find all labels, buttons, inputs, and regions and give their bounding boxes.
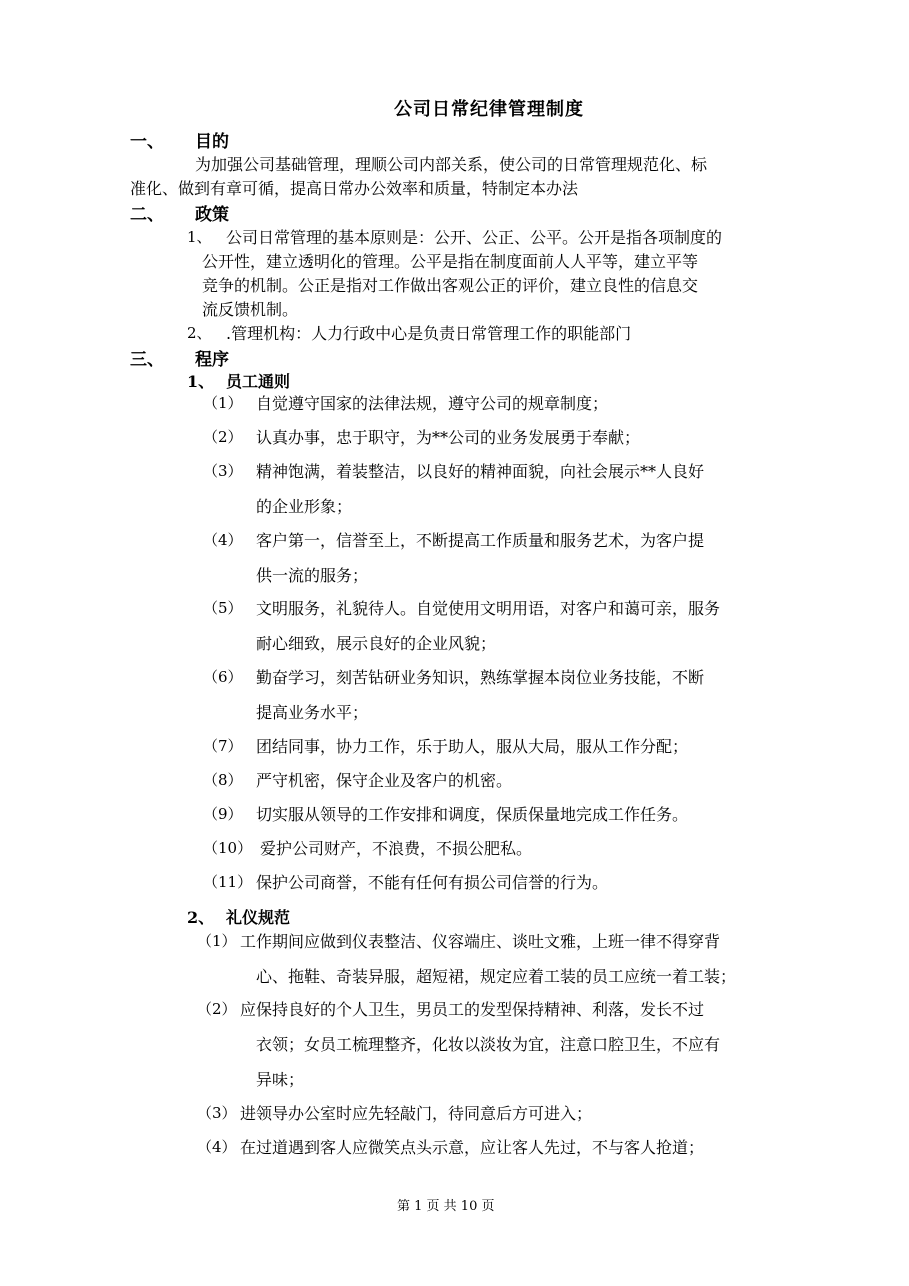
- rule-text: 客户第一，信誉至上，不断提高工作质量和服务艺术，为客户提: [256, 531, 705, 550]
- subsection-1-number: 1、: [187, 372, 215, 391]
- etiquette-number: （2）: [197, 1000, 237, 1018]
- policy-item-2-text: .管理机构：人力行政中心是负责日常管理工作的职能部门: [226, 324, 632, 343]
- policy-item-1-text: 流反馈机制。: [202, 300, 299, 319]
- etiquette-text: 应保持良好的个人卫生，男员工的发型保持精神、利落，发长不过: [240, 1000, 705, 1019]
- rule-number: （11）: [203, 873, 253, 891]
- rule-text: 精神饱满，着装整洁，以良好的精神面貌，向社会展示**人良好: [256, 462, 705, 481]
- etiquette-text: 在过道遇到客人应微笑点头示意，应让客人先过，不与客人抢道；: [240, 1138, 705, 1157]
- etiquette-text: 异味；: [256, 1070, 305, 1089]
- document-title: 公司日常纪律管理制度: [394, 99, 584, 120]
- rule-text: 的企业形象；: [256, 497, 353, 516]
- etiquette-text: 进领导办公室时应先轻敲门，待同意后方可进入；: [240, 1104, 593, 1123]
- rule-text: 切实服从领导的工作安排和调度，保质保量地完成工作任务。: [256, 805, 689, 824]
- rule-number: （7）: [203, 737, 243, 755]
- rule-number: （5）: [203, 599, 243, 617]
- section-1-heading: 目的: [195, 132, 229, 152]
- rule-number: （3）: [203, 462, 243, 480]
- rule-number: （9）: [203, 805, 243, 823]
- rule-text: 耐心细致，展示良好的企业风貌；: [256, 634, 497, 653]
- subsection-1-heading: 员工通则: [226, 372, 291, 391]
- rule-number: （8）: [203, 771, 243, 789]
- rule-text: 勤奋学习，刻苦钻研业务知识，熟练掌握本岗位业务技能，不断: [256, 668, 705, 687]
- rule-text: 供一流的服务；: [256, 566, 369, 585]
- etiquette-number: （4）: [197, 1138, 237, 1156]
- section-1-number: 一、: [130, 132, 164, 152]
- rule-text: 文明服务，礼貌待人。自觉使用文明用语，对客户和蔼可亲，服务: [256, 599, 721, 618]
- rule-number: （6）: [203, 668, 243, 686]
- page-footer: 第 1 页 共 10 页: [397, 1199, 495, 1214]
- rule-text: 团结同事，协力工作，乐于助人，服从大局，服从工作分配；: [256, 737, 689, 756]
- rule-number: （4）: [203, 531, 243, 549]
- subsection-2-number: 2、: [187, 908, 215, 927]
- section-3-heading: 程序: [195, 350, 229, 370]
- section-1-text: 为加强公司基础管理，理顺公司内部关系，使公司的日常管理规范化、标: [195, 155, 708, 174]
- etiquette-text: 衣领；女员工梳理整齐，化妆以淡妆为宜，注意口腔卫生，不应有: [256, 1035, 721, 1054]
- policy-item-1-text: 公开性，建立透明化的管理。公平是指在制度面前人人平等，建立平等: [202, 252, 699, 271]
- etiquette-number: （1）: [197, 932, 237, 950]
- rule-text: 保护公司商誉，不能有任何有损公司信誉的行为。: [256, 873, 609, 892]
- rule-number: （2）: [203, 428, 243, 446]
- etiquette-number: （3）: [197, 1104, 237, 1122]
- rule-number: （1）: [203, 394, 243, 412]
- section-2-number: 二、: [130, 205, 164, 225]
- section-1-text: 准化、做到有章可循，提高日常办公效率和质量，特制定本办法: [130, 179, 579, 198]
- rule-text: 严守机密，保守企业及客户的机密。: [256, 771, 513, 790]
- rule-number: （10）: [203, 839, 253, 857]
- section-2-heading: 政策: [195, 205, 229, 225]
- subsection-2-heading: 礼仪规范: [226, 908, 291, 927]
- policy-item-1-number: 1、: [187, 228, 212, 246]
- section-3-number: 三、: [130, 350, 164, 370]
- policy-item-1-text: 公司日常管理的基本原则是：公开、公正、公平。公开是指各项制度的: [226, 228, 723, 247]
- rule-text: 自觉遵守国家的法律法规，遵守公司的规章制度；: [256, 394, 609, 413]
- etiquette-text: 心、拖鞋、奇装异服，超短裙，规定应着工装的员工应统一着工装；: [256, 967, 737, 986]
- rule-text: 提高业务水平；: [256, 703, 369, 722]
- rule-text: 爱护公司财产，不浪费，不损公肥私。: [260, 839, 533, 858]
- policy-item-2-number: 2、: [187, 324, 212, 342]
- policy-item-1-text: 竞争的机制。公正是指对工作做出客观公正的评价，建立良性的信息交: [202, 276, 699, 295]
- rule-text: 认真办事，忠于职守，为**公司的业务发展勇于奉献；: [256, 428, 641, 447]
- etiquette-text: 工作期间应做到仪表整洁、仪容端庄、谈吐文雅，上班一律不得穿背: [240, 932, 721, 951]
